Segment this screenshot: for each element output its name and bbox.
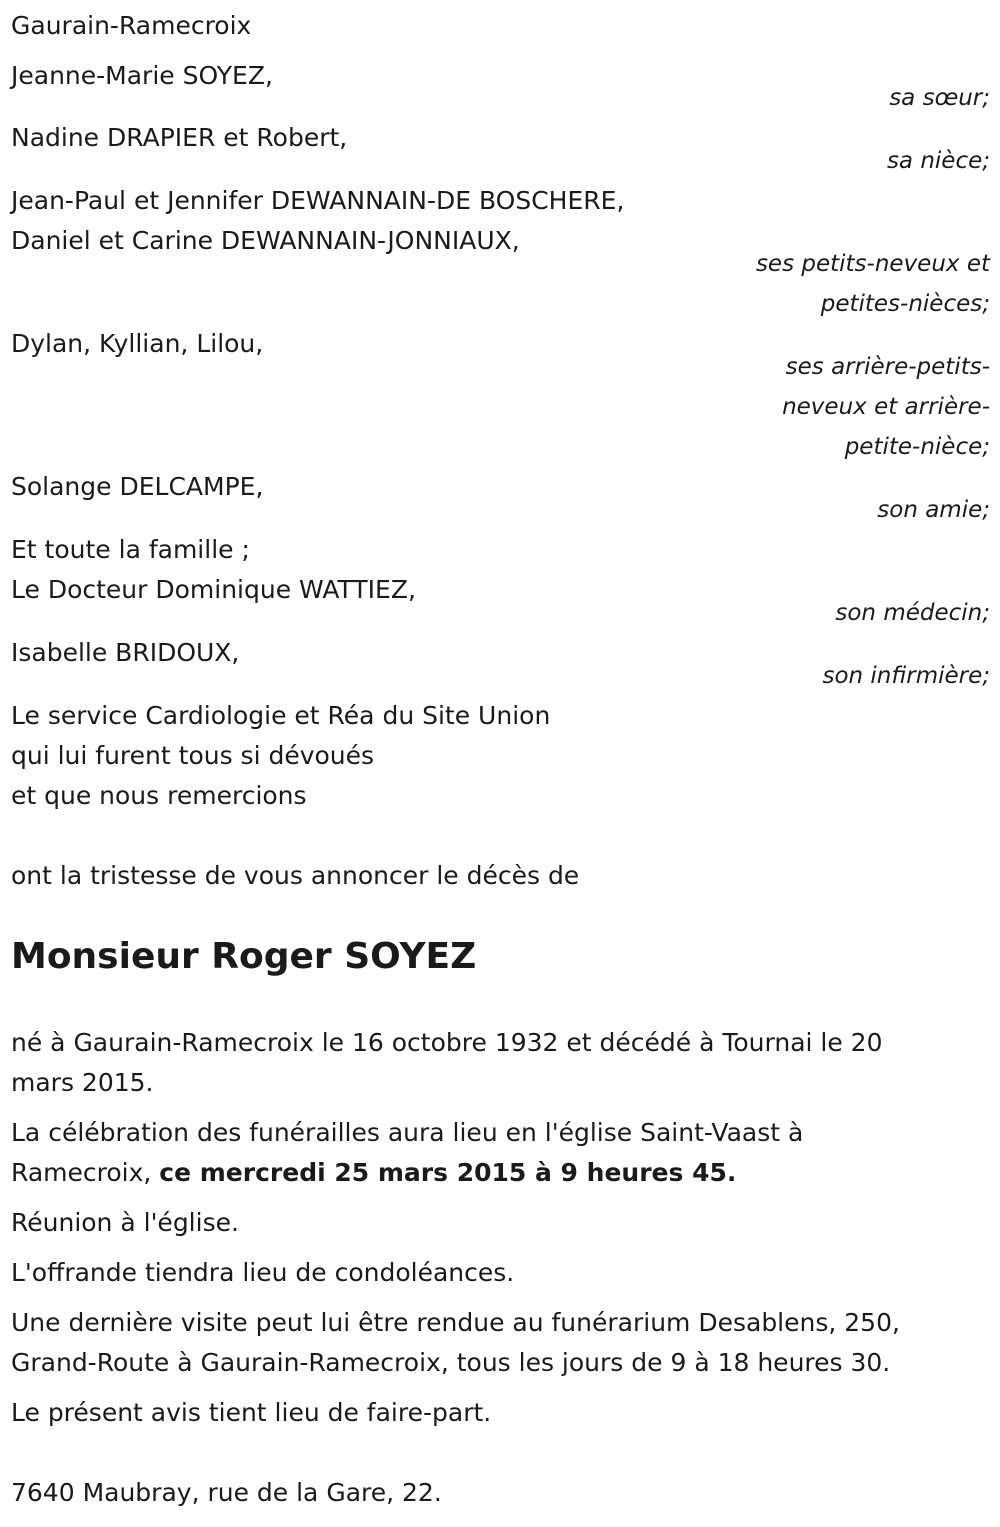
- family-relation: son médecin;: [835, 600, 990, 626]
- thanks-line: qui lui furent tous si dévoués: [11, 741, 375, 770]
- funeral-date: ce mercredi 25 mars 2015 à 9 heures 45.: [159, 1158, 737, 1187]
- funeral-line: [11, 1153, 736, 1193]
- family-relation: ses arrière-petits-: [785, 354, 990, 380]
- family-relation: petites-nièces;: [820, 291, 990, 317]
- family-name: Le Docteur Dominique WATTIEZ,: [11, 575, 416, 604]
- offering-line: L'offrande tiendra lieu de condoléances.: [11, 1258, 515, 1287]
- notice-line: Le présent avis tient lieu de faire-part.: [11, 1398, 492, 1427]
- family-name: Et toute la famille ;: [11, 535, 250, 564]
- funeral-line: La célébration des funérailles aura lieu en l'église Saint-Vaast à: [11, 1118, 804, 1147]
- family-relation: sa nièce;: [886, 148, 990, 174]
- family-name: Jeanne-Marie SOYEZ,: [11, 61, 273, 90]
- family-name: Daniel et Carine DEWANNAIN-JONNIAUX,: [11, 226, 520, 255]
- family-name: Jean-Paul et Jennifer DEWANNAIN-DE BOSCHERE,: [11, 186, 625, 215]
- header-place: Gaurain-Ramecroix: [11, 11, 252, 40]
- family-name: Dylan, Kyllian, Lilou,: [11, 329, 264, 358]
- family-relation: neveux et arrière-: [782, 394, 990, 420]
- announcement: ont la tristesse de vous annoncer le décès de: [11, 861, 580, 890]
- deceased-name: Monsieur Roger SOYEZ: [11, 936, 477, 977]
- birth-death-line: né à Gaurain-Ramecroix le 16 octobre 1932 et décédé à Tournai le 20: [11, 1028, 883, 1057]
- family-relation: son infirmière;: [822, 663, 990, 689]
- family-name: Isabelle BRIDOUX,: [11, 638, 240, 667]
- funeral-place: Ramecroix,: [11, 1158, 160, 1187]
- thanks-line: Le service Cardiologie et Réa du Site Union: [11, 701, 551, 730]
- family-relation: son amie;: [877, 497, 990, 523]
- thanks-line: et que nous remercions: [11, 781, 307, 810]
- birth-death-line: mars 2015.: [11, 1068, 154, 1097]
- meeting-line: Réunion à l'église.: [11, 1208, 239, 1237]
- family-relation: sa sœur;: [889, 85, 990, 111]
- family-name: Solange DELCAMPE,: [11, 472, 264, 501]
- visit-line: Une dernière visite peut lui être rendue au funérarium Desablens, 250,: [11, 1308, 900, 1337]
- family-name: Nadine DRAPIER et Robert,: [11, 123, 348, 152]
- family-relation: ses petits-neveux et: [755, 251, 990, 277]
- address-line: 7640 Maubray, rue de la Gare, 22.: [11, 1478, 442, 1507]
- family-relation: petite-nièce;: [844, 434, 990, 460]
- visit-line: Grand-Route à Gaurain-Ramecroix, tous les jours de 9 à 18 heures 30.: [11, 1348, 891, 1377]
